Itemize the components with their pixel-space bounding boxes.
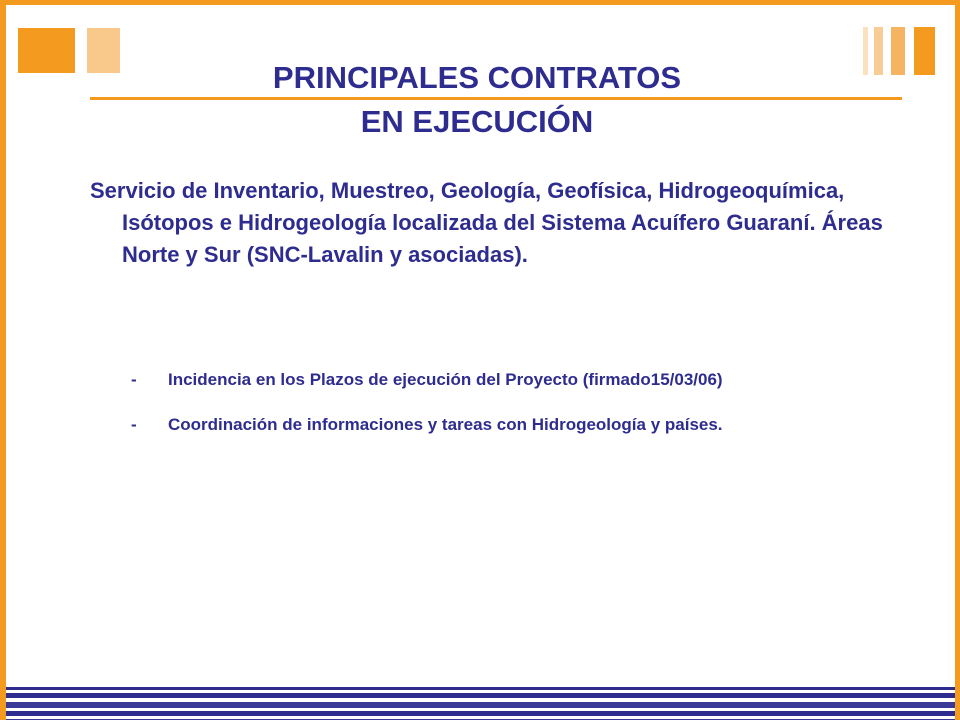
footer-stripe: [6, 702, 960, 708]
bullet-dash: -: [131, 370, 137, 389]
main-paragraph: Servicio de Inventario, Muestreo, Geología, Geofísica, Hidrogeoquímica, Isótopos e Hidrogeología localizada del Sistema Acuífero Guaraní. Áreas Norte y Sur (SNC-Lavalin y asociadas).: [90, 178, 883, 267]
bullet-list: [131, 365, 891, 455]
footer-stripe: [6, 711, 960, 716]
title-underline: [90, 97, 902, 100]
bullet-item: [131, 410, 891, 439]
bullet-text: Coordinación de informaciones y tareas con Hidrogeología y países.: [168, 415, 723, 434]
slide-title-line-1: PRINCIPALES CONTRATOS: [272, 60, 682, 95]
bullet-item: [131, 365, 891, 394]
footer-stripe: [6, 693, 960, 698]
bullet-dash: -: [131, 415, 137, 434]
slide-title-line-2: EN EJECUCIÓN: [360, 104, 594, 139]
footer-stripe: [6, 687, 960, 690]
bullet-text: Incidencia en los Plazos de ejecución del Proyecto (firmado15/03/06): [168, 370, 723, 389]
